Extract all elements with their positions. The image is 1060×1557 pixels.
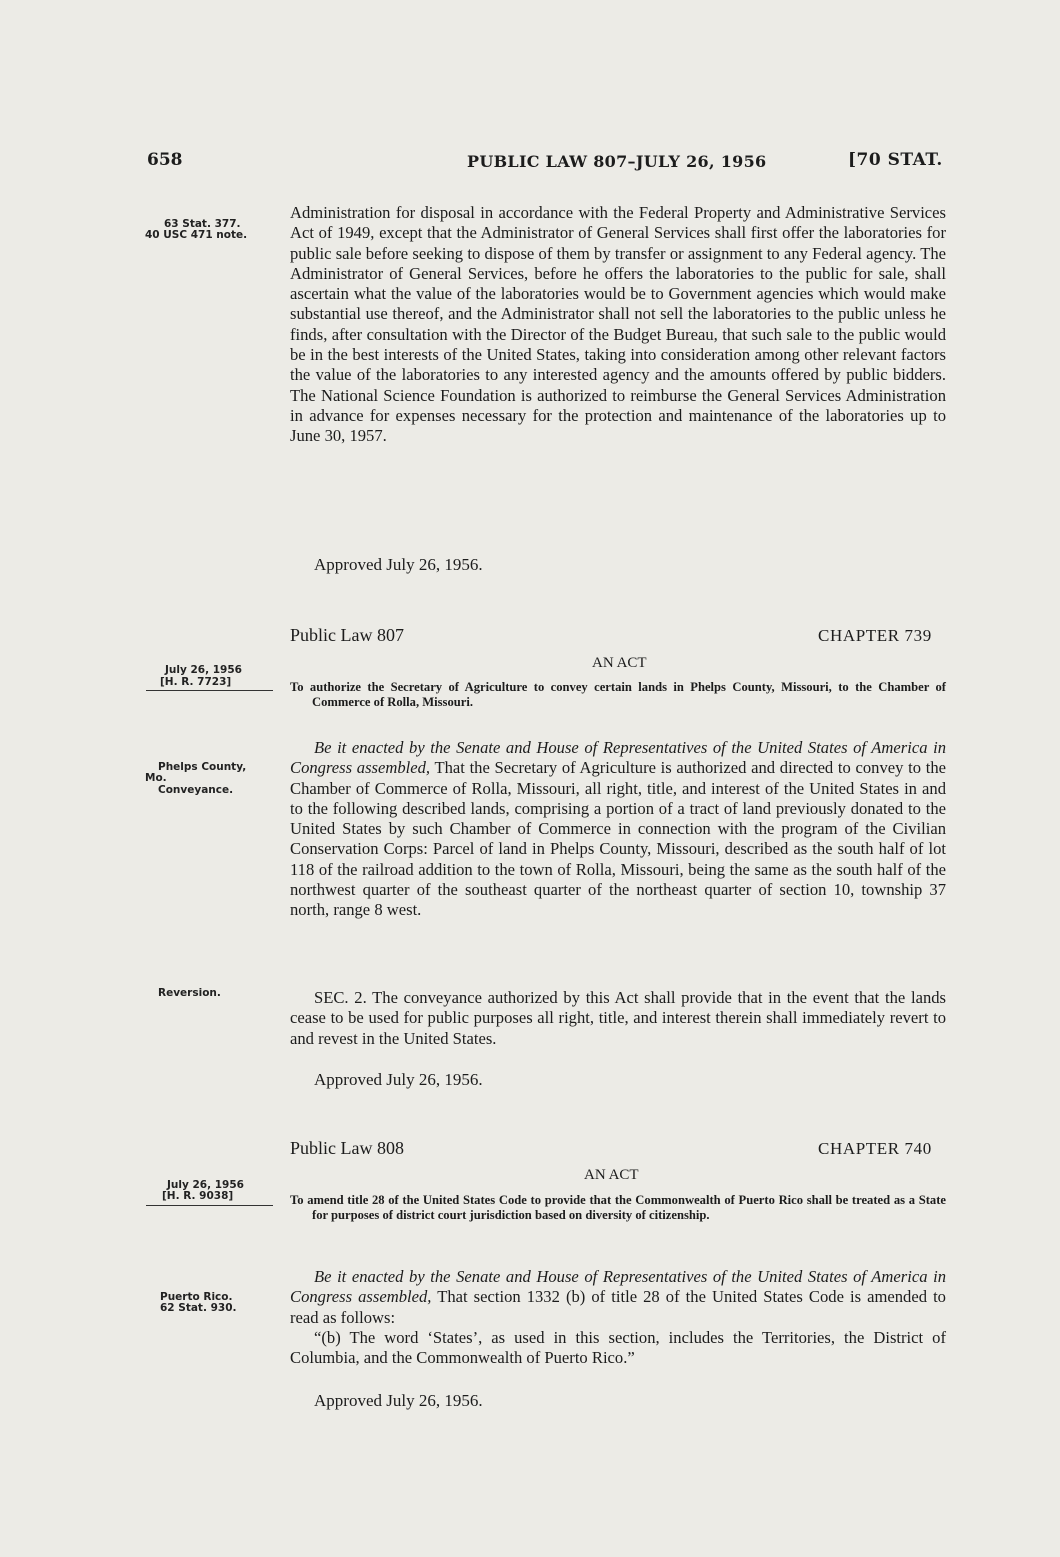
enacting-clause: Be it enacted by the Senate and House of Representatives of the United States of America in Congress assembled, (290, 1267, 946, 1307)
enacting-clause: Be it enacted by the Senate and House of Representatives of the United States of America in Congress assembled, (290, 738, 946, 778)
margin-phelps-mo: Mo. (145, 772, 167, 784)
margin-rule (146, 1205, 273, 1206)
public-law-number: Public Law 807 (290, 625, 404, 645)
an-act-heading: AN ACT (584, 1167, 639, 1183)
public-law-number: Public Law 808 (290, 1138, 404, 1158)
approval-line: Approved July 26, 1956. (314, 555, 483, 574)
margin-citation-1: 63 Stat. 377. (164, 218, 241, 230)
approval-line: Approved July 26, 1956. (314, 1391, 483, 1410)
margin-puerto-citation: 62 Stat. 930. (160, 1302, 237, 1314)
section-2-paragraph: SEC. 2. The conveyance authorized by this Act shall provide that in the event that the lands cease to be used for public purposes all right, title, and interest therein shall immediately revert to and revest in the United States. (290, 988, 946, 1048)
chapter-number: CHAPTER 740 (818, 1139, 932, 1158)
chapter-number: CHAPTER 739 (818, 626, 932, 645)
margin-conveyance: Conveyance. (158, 784, 234, 796)
margin-reversion: Reversion. (158, 987, 221, 999)
continuation-paragraph: Administration for disposal in accordance with the Federal Property and Administrative Services Act of 1949, except that the Administrator of General Services shall first offer the laboratories for public sale before seeking to dispose of them by transfer or assignment to any Federal agency. The Administrator of General Services, before he offers the laboratories to the public for sale, shall ascertain what the value of the laboratories would be to Government agencies which would make substantial use thereof, and the Administrator shall not sell the laboratories to the public unless he finds, after consultation with the Director of the Budget Bureau, that such sale to the public would be in the best interests of the United States, taking into consideration among other relevant factors the value of the laboratories to any interested agency and the amounts offered by public bidders. The National Science Foundation is authorized to reimburse the General Services Administration in advance for expenses necessary for the protection and maintenance of the laboratories up to June 30, 1957. (290, 203, 946, 446)
section-1-text: That section 1332 (b) of title 28 of the United States Code is amended to read as follows: (290, 1287, 946, 1327)
margin-pl807-bill: [H. R. 7723] (160, 676, 232, 688)
margin-citation-2: 40 USC 471 note. (145, 229, 248, 241)
margin-pl807-date: July 26, 1956 (165, 664, 242, 676)
page-number: 658 (147, 150, 183, 170)
margin-pl808-bill: [H. R. 9038] (162, 1190, 234, 1202)
approval-line: Approved July 26, 1956. (314, 1070, 483, 1089)
act-purpose (290, 680, 946, 709)
section-1-paragraph (290, 738, 946, 921)
margin-rule (146, 690, 273, 691)
act-purpose-text: To amend title 28 of the United States Code to provide that the Commonwealth of Puerto Rico shall be treated as a State for purposes of district court jurisdiction based on diversity of citizenship. (290, 1193, 946, 1222)
quoted-amendment: “(b) The word ‘States’, as used in this section, includes the Territories, the District of Columbia, and the Commonwealth of Puerto Rico.” (290, 1328, 946, 1368)
margin-phelps-county: Phelps County, (158, 761, 247, 773)
statute-volume: [70 STAT. (848, 150, 943, 170)
margin-pl808-date: July 26, 1956 (167, 1179, 244, 1191)
act-purpose-text: To authorize the Secretary of Agriculture to convey certain lands in Phelps County, Missouri, to the Chamber of Commerce of Rolla, Missouri. (290, 680, 946, 709)
margin-puerto-rico: Puerto Rico. (160, 1291, 233, 1303)
section-1-text: That the Secretary of Agriculture is authorized and directed to convey to the Chamber of Commerce of Rolla, Missouri, all right, title, and interest of the United States in and to the following described lands, comprising a portion of a tract of land previously donated to the United States by such Chamber of Commerce in connection with the program of the Civilian Conservation Corps: Parcel of land in Phelps County, Missouri, described as the south half of lot 118 of the railroad addition to the town of Rolla, Missouri, being the same as the south half of the northwest quarter of the southeast quarter of the northeast quarter of section 10, township 37 north, range 8 west. (290, 758, 947, 920)
section-1-paragraph (290, 1267, 946, 1328)
running-head: PUBLIC LAW 807–JULY 26, 1956 (467, 152, 767, 171)
act-purpose (290, 1193, 946, 1222)
an-act-heading: AN ACT (592, 655, 647, 671)
